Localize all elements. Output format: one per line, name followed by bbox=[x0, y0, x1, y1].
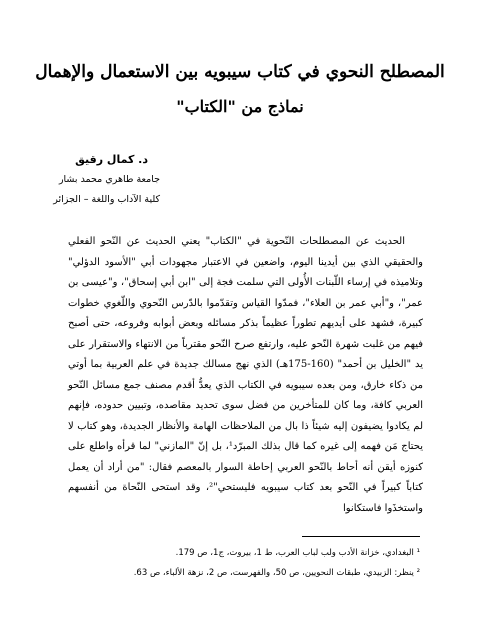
author-faculty: كلية الآداب واللغة – الجزائر bbox=[53, 194, 160, 205]
author-university: جامعة طاهري محمد بشار bbox=[58, 174, 160, 185]
footnote-separator bbox=[302, 536, 420, 537]
footnote-1: ¹ البغدادي، خزانة الأدب ولب لباب العرب، ط 1، بيروت، ج1، ص 179. bbox=[175, 548, 420, 558]
document-subtitle: نماذج من "الكتاب" bbox=[176, 97, 304, 116]
author-block bbox=[20, 150, 160, 210]
footnotes bbox=[80, 543, 420, 583]
author-name: د. كمال رقيق bbox=[75, 153, 148, 166]
document-title: المصطلح النحوي في كتاب سيبويه بين الاستعمال والإهمال bbox=[35, 62, 445, 82]
footnote-2: ² ينظر: الزبيدي، طبقات النحويين، ص 50، والفهرست، ص 2، نزهة الألباء، ص 63. bbox=[133, 568, 420, 578]
body-paragraph: الحديث عن المصطلحات النّحوية في "الكتاب" يعني الحديث عن النّحو الفعلي والحقيقي الذي بين أيدينا اليوم، واضعين في الاعتبار مجهودات أبي "الأسود الدؤلي" وتلاميذه في إرساء اللّبنات الأُولى التي سلمت فجة إلى "ابن أبي إسحاق"، و"عيسى بن عمر"، و"أبي عمر بن العلاء"، فمدّوا القياس وتقدّموا بالدّرس النّحوي واللّغوي خطوات كبيرة، فشهد على أيديهم تطوراً عظيماً بذكر مسائله وبعض أبوابه وفروعه، حتى أصبح فيهم من غلبت شهرة النّحو عليه، وارتفع صرح النّحو مقترباً من الانتهاء والاستقرار على يد "الخليل بن أحمد" (160-175هـ) الذي نهج مسالك جديدة في علم العربية بما أوتي من ذكاء خارق، ومن بعده سيبويه في الكتاب الذي يعدُّ أقدم مصنف جمع مسائل النّحو العربي كافة، وما كان للمتأخرين من فضل سوى تحديد مقاصده، وتبيين حدوده، فإنهم لم يكادوا يضيفون إليه شيئاً ذا بال من الملاحظات الهامة والأنظار الجديدة، وهو كتاب لا يحتاج مَن فهمه إلى غيره كما قال بذلك المبرّد¹، بل إنّ "المازني" لما قرأه واطلع على كنوزه أيقن أنه أحاط بالنّحو العربي إحاطة السوار بالمعصم فقال: "من أراد أن يعمل كتاباً كبيراً في النّحو بعد كتاب سيبويه فليستحي"²، وقد استحى النّحاة من أنفسهم واستخذَوا فاستكانوا bbox=[68, 236, 424, 514]
